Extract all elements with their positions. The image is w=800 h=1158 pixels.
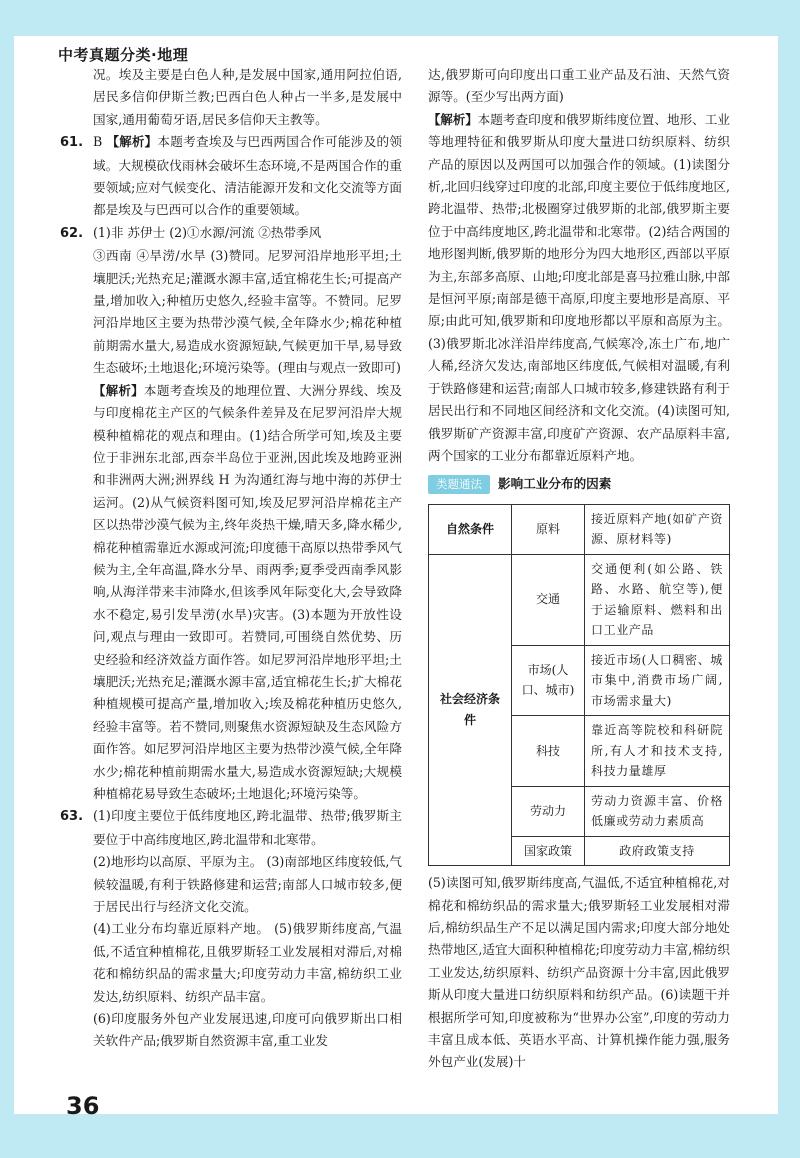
factor-cell: 科技 <box>512 716 585 787</box>
table-row <box>429 504 730 554</box>
analysis-label: 【解析】 <box>93 382 144 398</box>
method-tag: 类题通法 <box>428 475 490 494</box>
analysis-text: 本题考查印度和俄罗斯纬度位置、地形、工业等地理特征和俄罗斯从印度大量进口纺织原料、纺织产品的原因以及两国可以加强合作的领域。(1)读图分析,北回归线穿过印度的北部,印度主要位于低纬度地区,跨北温带、热带;北极圈穿过俄罗斯的北部,俄罗斯主要位于中高纬度地区,跨北温带和北寒带。(2)结合两国的地形图判断,俄罗斯的地形分为四大地形区,西部以平原为主,东部多高原、山地;印度北部是喜马拉雅山脉,中部是恒河平原;南部是德干高原,印度主要地形是高原、平原;由此可知,俄罗斯和印度地形都以平原和高原为主。(3)俄罗斯北冰洋沿岸纬度高,气候寒冷,冻土广布,地广人稀,经济欠发达,南部地区纬度低,气候相对温暖,有利于铁路修建和运营;南部人口城市较多,修建铁路有利于居民出行和不同地区间经济和文化交流。(4)读图可知,俄罗斯矿产资源丰富,印度矿产资源、农产品原料丰富,两个国家的工业分布都靠近原料产地。 <box>428 111 731 463</box>
description-cell: 交通便利(如公路、铁路、水路、航空等),便于运输原料、燃料和出口工业产品 <box>585 554 730 645</box>
question-number: 63. <box>60 809 84 825</box>
factor-cell: 劳动力 <box>512 786 585 836</box>
description-cell: 接近原料产地(如矿产资源、原材料等) <box>585 504 730 554</box>
category-cell: 社会经济条件 <box>429 554 512 866</box>
factor-cell: 市场(人口、城市) <box>512 645 585 716</box>
question-63-analysis <box>428 109 730 468</box>
method-tag-row <box>428 473 730 495</box>
left-column <box>60 64 402 1053</box>
right-band <box>778 0 800 1158</box>
right-column <box>428 64 730 1074</box>
analysis-label: 【解析】 <box>428 111 478 127</box>
left-band <box>0 0 14 1158</box>
top-band <box>0 0 800 36</box>
industry-factors-table <box>428 504 730 867</box>
answer-line: (1)非 苏伊士 (2)①水源/河流 ②热带季风 <box>93 224 322 240</box>
answer-continuation: 达,俄罗斯可向印度出口重工业产品及石油、天然气资源等。(至少写出两方面) <box>428 67 730 105</box>
factor-cell: 交通 <box>512 554 585 645</box>
method-title: 影响工业分布的因素 <box>498 476 612 492</box>
analysis-text: 本题考查埃及与巴西两国合作可能涉及的领域。大规模砍伐雨林会破坏生态环境,不是两国合作的重要领域;应对气候变化、清洁能源开发和文化交流等方面都是埃及与巴西可以合作的重要领域。 <box>93 134 403 218</box>
bottom-band <box>0 1114 800 1158</box>
question-63 <box>60 805 402 851</box>
description-cell: 政府政策支持 <box>585 836 730 866</box>
analysis-text: 本题考查埃及的地理位置、大洲分界线、埃及与印度棉花主产区的气候条件差异及在尼罗河沿岸大规模种植棉花的观点和理由。(1)结合所学可知,埃及主要位于非洲东北部,西奈半岛位于亚洲,因此埃及地跨亚洲和非洲两大洲;洲界线 H 为沟通红海与地中海的苏伊士运河。(2)从气候资料图可知,埃及尼罗河沿岸棉花主产区以热带沙漠气候为主,终年炎热干燥,晴天多,降水稀少,棉花种植需靠近水源或河流;印度德干高原以热带季风气候为主,全年高温,降水分旱、雨两季;夏季受西南季风影响,从海洋带来丰沛降水,但该季风年际变化大,会导致降水不稳定,易引发旱涝(水旱)灾害。(3)本题为开放性设问,观点与理由一致即可。若赞同,可围绕自然优势、历史经验和经济效益方面作答。如尼罗河沿岸地形平坦;土壤肥沃;光热充足;灌溉水源丰富,适宜棉花生长;扩大棉花种植规模可提高产量,增加收入;埃及棉花种植历史悠久,经验丰富等。若不赞同,则聚焦水资源短缺及生态风险方面作答。如尼罗河沿岸地区主要为热带沙漠气候,全年降水少;棉花种植前期需水量大,易造成水资源短缺;大规模种植棉花易导致生态破坏;土地退化;环境污染等。 <box>93 382 403 801</box>
answer-choice: B <box>93 134 103 150</box>
answer-line-2: (2)地形均以高原、平原为主。 (3)南部地区纬度较低,气候较温暖,有利于铁路修建和运营;南部人口城市较多,便于居民出行与经济文化交流。 <box>93 854 402 915</box>
answer-paragraph: 况。埃及主要是白色人种,是发展中国家,通用阿拉伯语,居民多信仰伊斯兰教;巴西白色人种占一半多,是发展中国家,通用葡萄牙语,居民多信仰天主教等。 <box>93 67 402 127</box>
description-cell: 接近市场(人口稠密、城市集中,消费市场广阔,市场需求量大) <box>585 645 730 716</box>
category-cell: 自然条件 <box>429 504 512 554</box>
answer-line: (1)印度主要位于低纬度地区,跨北温带、热带;俄罗斯主要位于中高纬度地区,跨北温带和北寒带。 <box>93 808 402 847</box>
answer-analysis-5-6: (5)读图可知,俄罗斯纬度高,气温低,不适宜种植棉花,对棉花和棉纺织品的需求量大;俄罗斯轻工业发展相对滞后,棉纺织品生产不足以满足国内需求;印度大部分地处热带地区,适宜大面积种植棉花;印度劳动力丰富,棉纺织工业发达,纺织原料、纺织产品资源十分丰富,因此俄罗斯从印度大量进口纺织原料和纺织产品。(6)读题干并根据所学可知,印度被称为“世界办公室”,印度的劳动力丰富且成本低、英语水平高、计算机操作能力强,服务外包产业(发展)十 <box>428 875 730 1070</box>
question-62 <box>60 222 402 380</box>
table-row <box>429 554 730 645</box>
page-number: 36 <box>66 1092 100 1120</box>
question-number: 61. <box>60 135 84 151</box>
answer-line-4: (4)工业分布均靠近原料产地。 (5)俄罗斯纬度高,气温低,不适宜种植棉花,且俄罗斯轻工业发展相对滞后,对棉花和棉纺织品的需求量大;印度劳动力丰富,棉纺织工业发达,纺织原料、纺织产品丰富。 <box>93 921 402 1004</box>
answer-line: ③西南 ④旱涝/水旱 (3)赞同。尼罗河沿岸地形平坦;土壤肥沃;光热充足;灌溉水源丰富,适宜棉花生长;可提高产量,增加收入;种植历史悠久,经验丰富等。不赞同。尼罗河沿岸地区主要为热带沙漠气候,全年降水少;棉花种植前期需水量大,易造成水资源短缺,气候更加干旱,易导致生态破坏;土地退化;环境污染等。(理由与观点一致即可) <box>93 248 402 376</box>
factor-cell: 原料 <box>512 504 585 554</box>
factor-cell: 国家政策 <box>512 836 585 866</box>
question-number: 62. <box>60 225 84 241</box>
running-header: 中考真题分类·地理 <box>58 46 189 64</box>
answer-line-6: (6)印度服务外包产业发展迅速,印度可向俄罗斯出口相关软件产品;俄罗斯自然资源丰富,重工业发 <box>93 1011 402 1049</box>
question-62-analysis <box>60 380 402 806</box>
description-cell: 劳动力资源丰富、价格低廉或劳动力素质高 <box>585 786 730 836</box>
description-cell: 靠近高等院校和科研院所,有人才和技术支持,科技力量雄厚 <box>585 716 730 787</box>
question-61 <box>60 131 402 222</box>
analysis-label: 【解析】 <box>106 134 158 150</box>
